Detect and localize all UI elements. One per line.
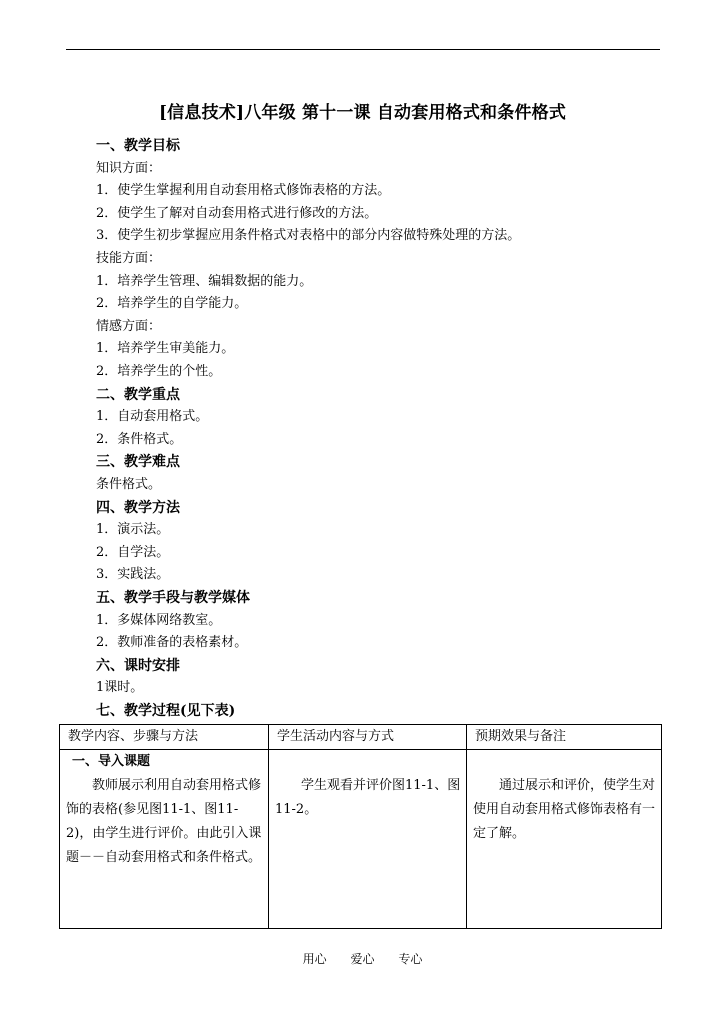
section-heading: 四、教学方法 xyxy=(96,499,180,516)
table-header-cell: 教学内容、步骤与方法 xyxy=(60,725,269,750)
section-heading: 六、课时安排 xyxy=(96,657,180,674)
teaching-process-table xyxy=(59,724,662,929)
body-line: 2．教师准备的表格素材。 xyxy=(96,635,248,651)
page-footer xyxy=(0,950,725,967)
body-line: 2．自学法。 xyxy=(96,544,170,560)
table-header-cell: 预期效果与备注 xyxy=(467,725,662,750)
page-title: [信息技术]八年级 第十一课 自动套用格式和条件格式 xyxy=(158,103,567,123)
body-line: 技能方面： xyxy=(96,251,162,266)
table-row xyxy=(60,750,662,929)
header-rule xyxy=(66,49,660,50)
body-line: 1．培养学生审美能力。 xyxy=(96,341,235,357)
body-line: 1．自动套用格式。 xyxy=(96,409,209,425)
body-line: 1．培养学生管理、编辑数据的能力。 xyxy=(96,273,313,289)
body-line: 2．使学生了解对自动套用格式进行修改的方法。 xyxy=(96,205,378,221)
body-line: 3．实践法。 xyxy=(96,567,170,583)
body-line: 1课时。 xyxy=(96,680,144,696)
section-heading: 七、教学过程(见下表) xyxy=(96,703,236,719)
footer-word: 专心 xyxy=(398,952,423,966)
section-heading: 二、教学重点 xyxy=(96,386,180,403)
body-line: 条件格式。 xyxy=(96,477,162,492)
body-line: 2．培养学生的个性。 xyxy=(96,364,222,379)
footer-word: 用心 xyxy=(302,952,327,966)
section-heading: 一、教学目标 xyxy=(96,138,180,154)
cell-section-heading: 一、导入课题 xyxy=(72,754,151,769)
body-line: 1．多媒体网络教室。 xyxy=(96,612,222,628)
table-cell-activity xyxy=(269,750,467,929)
section-heading: 三、教学难点 xyxy=(96,454,180,471)
table-cell-content xyxy=(60,750,269,929)
body-line: 1．演示法。 xyxy=(96,522,170,538)
cell-text: 通过展示和评价，使学生对使用自动套用格式修饰表格有一定了解。 xyxy=(473,778,656,841)
table-header-cell: 学生活动内容与方式 xyxy=(269,725,467,750)
cell-text: 教师展示利用自动套用格式修饰的表格(参见图11-1、图11-2)，由学生进行评价。由此引入课题－－自动套用格式和条件格式。 xyxy=(66,778,262,865)
body-line: 2．条件格式。 xyxy=(96,431,183,447)
body-line: 情感方面： xyxy=(96,318,162,334)
body-line: 1．使学生掌握利用自动套用格式修饰表格的方法。 xyxy=(96,183,391,199)
table-header-row xyxy=(60,725,662,750)
body-line: 2．培养学生的自学能力。 xyxy=(96,296,248,312)
body-line: 知识方面： xyxy=(96,160,162,176)
table-cell-notes xyxy=(467,750,662,929)
section-heading: 五、教学手段与教学媒体 xyxy=(96,590,250,606)
footer-word: 爱心 xyxy=(350,952,375,966)
body-line: 3．使学生初步掌握应用条件格式对表格中的部分内容做特殊处理的方法。 xyxy=(96,228,521,244)
cell-text: 学生观看并评价图11-1、图11-2。 xyxy=(275,778,461,817)
